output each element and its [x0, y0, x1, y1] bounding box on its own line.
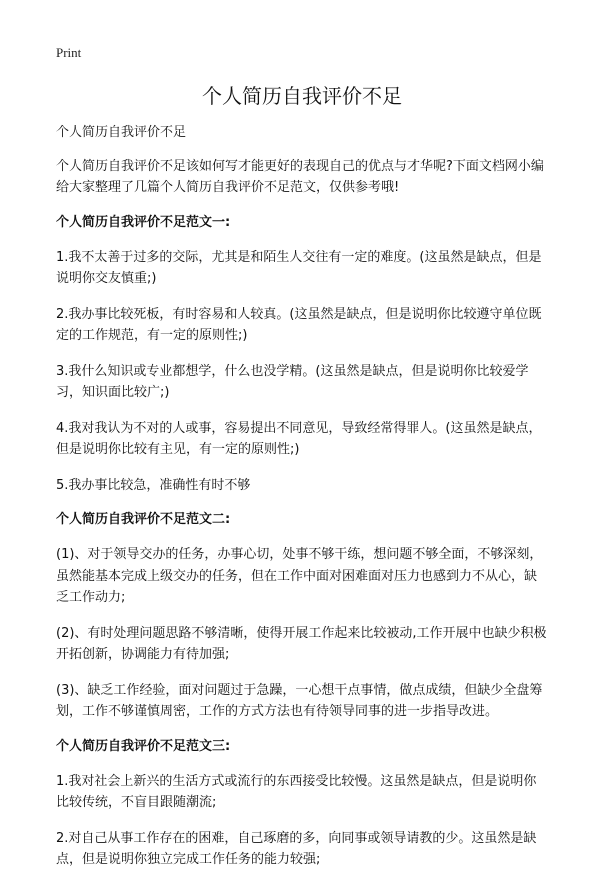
list-item: (1)、对于领导交办的任务，办事心切，处事不够干练，想问题不够全面，不够深刻，虽然能基本完成上级交办的任务，但在工作中面对困难面对压力也感到力不从心，缺乏工作动力;	[56, 547, 543, 605]
section-3	[56, 737, 548, 871]
section-2	[56, 510, 548, 723]
list-item: (3)、缺乏工作经验，面对问题过于急躁，一心想干点事情，做点成绩，但缺少全盘筹划，工作不够谨慎周密，工作的方式方法也有待领导同事的进一步指导改进。	[56, 682, 543, 719]
list-item: 3.我什么知识或专业都想学，什么也没学精。(这虽然是缺点，但是说明你比较爱学习，知识面比较广;)	[56, 363, 529, 400]
section-heading: 个人简历自我评价不足范文一:	[56, 214, 231, 230]
intro-paragraph: 个人简历自我评价不足该如何写才能更好的表现自己的优点与才华呢?下面文档网小编给大家整理了几篇个人简历自我评价不足范文，仅供参考哦!	[56, 158, 544, 195]
print-link[interactable]: Print	[56, 45, 82, 60]
list-item: 4.我对我认为不对的人或事，容易提出不同意见，导致经常得罪人。(这虽然是缺点，但是说明你比较有主见，有一定的原则性;)	[56, 420, 542, 457]
document-title: 个人简历自我评价不足	[202, 84, 402, 108]
section-1	[56, 213, 548, 497]
list-item: 1.我不太善于过多的交际，尤其是和陌生人交往有一定的难度。(这虽然是缺点，但是说明你交友慎重;)	[56, 249, 542, 286]
list-item: 5.我办事比较急，准确性有时不够	[56, 477, 251, 493]
document-subtitle: 个人简历自我评价不足	[56, 125, 187, 140]
list-item: 2.对自己从事工作存在的困难，自己琢磨的多，向同事或领导请教的少。这虽然是缺点，但是说明你独立完成工作任务的能力较强;	[56, 830, 537, 867]
section-heading: 个人简历自我评价不足范文二:	[56, 512, 231, 527]
list-item: (2)、有时处理问题思路不够清晰，使得开展工作起来比较被动,工作开展中也缺少积极开拓创新，协调能力有待加强;	[56, 625, 547, 662]
list-item: 2.我办事比较死板，有时容易和人较真。(这虽然是缺点，但是说明你比较遵守单位既定的工作规范，有一定的原则性;)	[56, 306, 542, 343]
section-heading: 个人简历自我评价不足范文三:	[56, 738, 231, 754]
list-item: 1.我对社会上新兴的生活方式或流行的东西接受比较慢。这虽然是缺点，但是说明你比较传统，不盲目跟随潮流;	[56, 773, 537, 810]
